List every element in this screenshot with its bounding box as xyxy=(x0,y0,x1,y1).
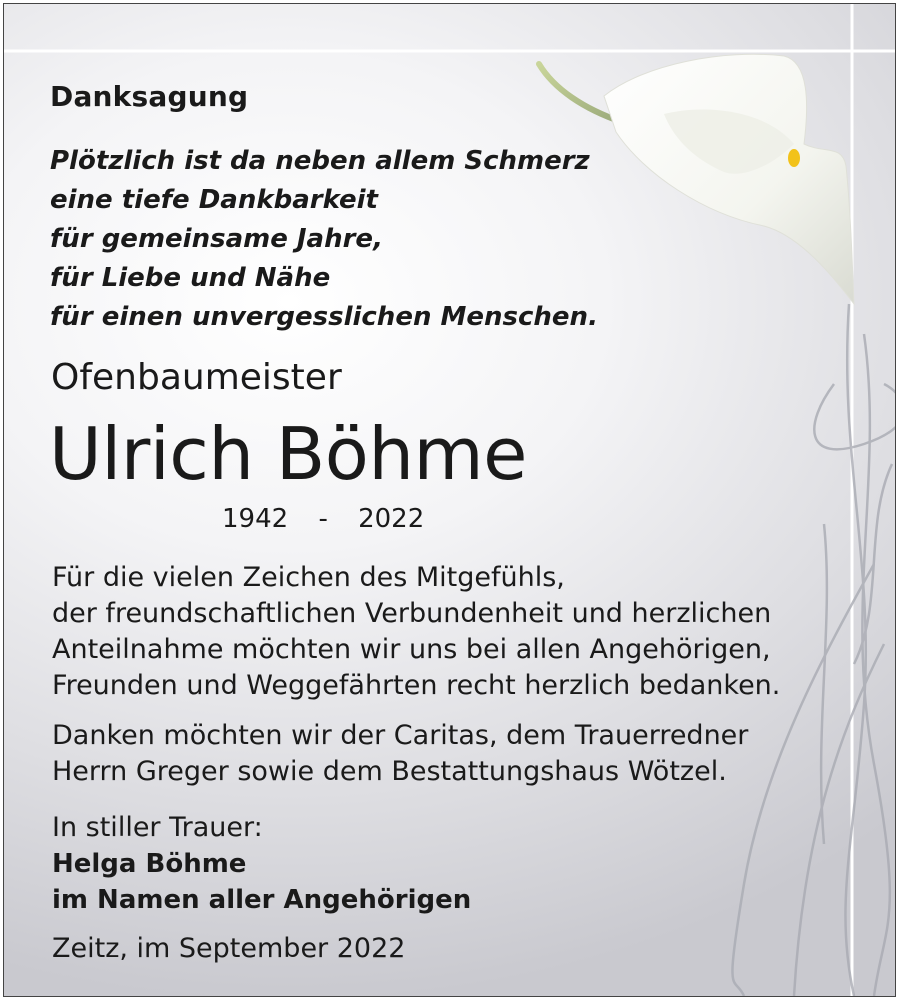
life-years xyxy=(222,504,424,534)
birth-year: 1942 xyxy=(222,504,289,534)
paragraph-line: Anteilnahme möchten wir uns bei allen Angehörigen, xyxy=(52,634,771,665)
poem-verse xyxy=(50,142,598,337)
lily-petal xyxy=(604,54,854,304)
paragraph-line: Danken möchten wir der Caritas, dem Trauerredner xyxy=(52,720,749,751)
deceased-profession: Ofenbaumeister xyxy=(51,357,342,398)
poem-line: für Liebe und Nähe xyxy=(50,263,331,293)
poem-line: Plötzlich ist da neben allem Schmerz xyxy=(50,146,590,176)
paragraph-line: Herrn Greger sowie dem Bestattungshaus Wötzel. xyxy=(52,756,727,787)
death-year: 2022 xyxy=(358,504,425,534)
poem-line: für einen unvergesslichen Menschen. xyxy=(50,302,598,332)
poem-line: eine tiefe Dankbarkeit xyxy=(50,185,378,215)
signers xyxy=(52,846,471,918)
paragraph-line: Für die vielen Zeichen des Mitgefühls, xyxy=(52,562,565,593)
page-title: Danksagung xyxy=(50,80,249,113)
deceased-name: Ulrich Böhme xyxy=(49,412,527,496)
lily-spadix xyxy=(788,149,800,167)
thanks-paragraph xyxy=(52,560,780,704)
place-date: Zeitz, im September 2022 xyxy=(52,933,406,964)
signer-note: im Namen aller Angehörigen xyxy=(52,885,472,915)
obituary-card xyxy=(3,3,896,997)
years-separator: - xyxy=(318,504,328,534)
signer-name: Helga Böhme xyxy=(52,849,247,879)
paragraph-line: der freundschaftlichen Verbundenheit und herzlichen xyxy=(52,598,772,629)
acknowledgement-paragraph xyxy=(52,718,748,790)
mourning-intro: In stiller Trauer: xyxy=(52,812,263,843)
paragraph-line: Freunden und Weggefährten recht herzlich bedanken. xyxy=(52,670,781,701)
poem-line: für gemeinsame Jahre, xyxy=(50,224,383,254)
